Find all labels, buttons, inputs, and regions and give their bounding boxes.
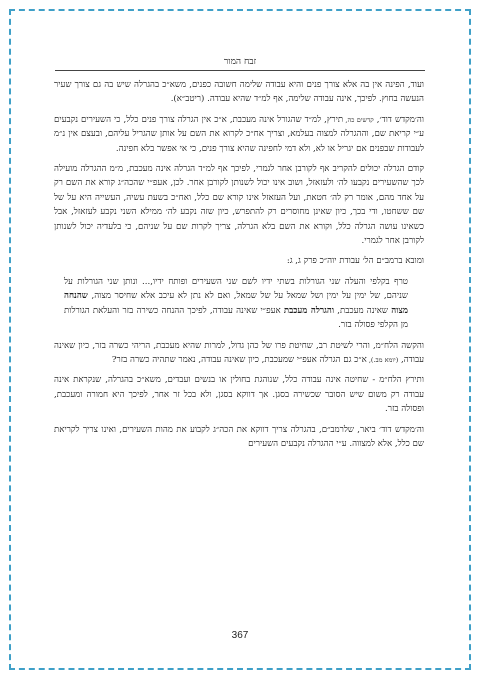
- paragraph-5-text-b: א״כ גם הגרלה אעפ״י שמעכבת, כיון שאינה עבודה, נאמר שתהיה כשרה בזר?: [111, 354, 367, 365]
- paragraph-3: [54, 162, 424, 248]
- running-header: [55, 46, 425, 71]
- paragraph-2-text-b: תירץ, למ״ד שהגורל אינה מעכבת, א״כ אין הגרלה צורך פנים כלל, כי השעירים נקבעים ע״י קריאת שם, וההגרלה למצוה בעלמא, וצריך אח״כ לקרוא את השם על אותן שהגריל עליהם, ובעצם אין נ״מ לעבודות שבפנים אם יגריל או לא, ולא דמי לחפינה שהיא צורך פנים, כי אי אפשר בלא חפינה.: [54, 114, 424, 154]
- paragraph-7-text: וה׳מקדש דוד׳ ביאר, שלרמב״ם, בהגרלה צריך דווקא את הכה״ג לקבוע את מהות השעירים, ואינו צריך לקריאת שם כלל, אלא למצווה. ע״י ההגרלה נקבעים השעירים: [54, 424, 424, 449]
- paragraph-5-citation: (יומא מב.),: [366, 355, 399, 364]
- paragraph-7: [54, 423, 424, 452]
- quote-text-b: שאינה מעכבת,: [334, 305, 392, 316]
- paragraph-2-text-a: וה׳מקדש דוד׳,: [373, 114, 424, 125]
- paragraph-3-text: קודם הגרלה יכולים להקריב אף לקורבן אחר לגמרי, לפיכך אף למ״ד הגרלה אינה מעכבת, מ״מ ההגרלה מועילה לכך שהשעירים נקבעו לה׳ ולעזאזל, ושוב אינו יכול לשנותן לקורבן אחר. לכן, אעפ״י שהכה״ג קורא את השם רק על אחד מהם, אומר רק לה׳ חטאת, ועל העזאזל אינו קורא שם כלל, ואח״כ בשעת עשיה, העשייה היא על של שם ששחטו, ודי בכך, כיון שאינן מחוסרים רק להתפרש, כיון שזה נקבע לה׳ ממילא השני נקבע לעזאזל, אבל כשאינו עושה הגרלה כלל, וקורא את השם בלא הגרלה, צריך לקרות שם על שניהם, כי בלעדיה יכול לשנותן לקורבן אחר לגמרי.: [54, 164, 424, 247]
- paragraph-4: [54, 254, 424, 268]
- page-body: [54, 78, 424, 457]
- paragraph-1-text: ועוד, הפינה אין בה אלא צורך פנים והיא עבודה שלימה חשובה כפנים, משא״כ בהגרלה שיש בה גם צורך שעיר הנעשה בחוץ. לפיכך, אינה עבודה שלימה, אף למ״ד שהיא עבודה. (ריטב״א).: [54, 80, 424, 105]
- block-quote: [54, 275, 424, 333]
- paragraph-1: [54, 78, 424, 107]
- page-number: 367: [231, 630, 249, 641]
- paragraph-5-text-a: והקשה הלח״מ, והרי לשיטת רב, שחיטת פרו של כהן גדול, למרות שהיא מעכבת, הריהי כשרה בזר, כיון שאינה עבודה,: [54, 340, 424, 365]
- paragraph-2-citation: קדשים כה,: [343, 115, 374, 124]
- quote-bold-a: שהנחה מצוה: [64, 291, 409, 316]
- header-title: זבח המור: [223, 57, 257, 67]
- paragraph-5: [54, 339, 424, 368]
- quote-text-a: טרף בקלפי והעלה שני הגורלות בשתי ידיו לשם שני השעירים ופותח ידיו,... ונותן שני הגורלות על שניהם, של ימין על ימין ושל שמאל על של שמאל, ואם לא נתן לא עיכב אלא שחיסר מצוה,: [64, 276, 408, 302]
- paragraph-4-text: ומובא ברמב״ם הל׳ עבודת יוה״כ פרק ג, ג:: [286, 256, 424, 267]
- quote-text-c: אעפ״י שאינה עבודה, לפיכך ההנחה כשירה בזר והעלאת הגורלות מן הקלפי פסולה בזר.: [64, 305, 408, 331]
- quote-bold-b: והגרלה מעכבת: [283, 305, 335, 316]
- paragraph-6-text: ותירץ הלח״מ - שחיטה אינה עבודה כלל, שנוהגת בחולין או בנשים ועבדים, משא״כ בהגרלה, שנקראת אינה עבודה רק משום שיש הסובר שכשירה בסגן. אך דווקא בסגן, ולא בכל זר אחר, לפיכך היא חמורה ומעכבת, ופסולה בזר.: [54, 375, 424, 415]
- paragraph-6: [54, 373, 424, 416]
- paragraph-2: [54, 113, 424, 156]
